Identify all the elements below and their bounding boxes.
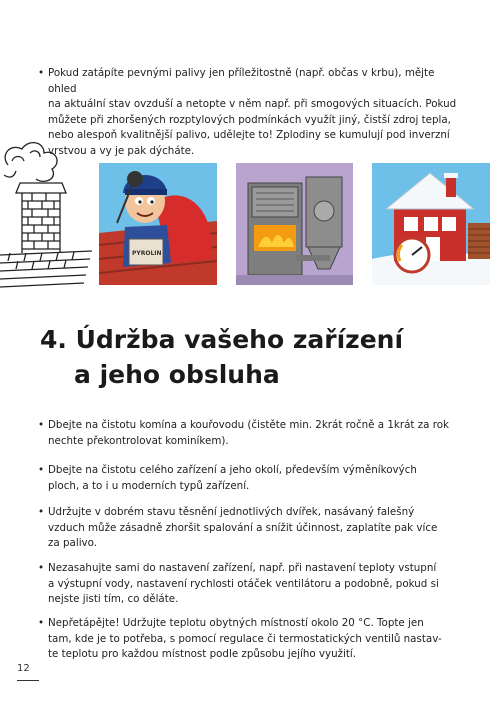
list-item [38, 463, 458, 494]
intro-line: Pokud zatápíte pevnými palivy jen příležitostně (např. občas v krbu), mějte ohled [48, 67, 435, 95]
list-item-line: Nepřetápějte! Udržujte teplotu obytných místností okolo 20 °C. Topte jen [48, 617, 424, 629]
heading-line-2: a jeho obsluha [74, 360, 280, 389]
list-item-line: za palivo. [48, 537, 98, 549]
list-item [38, 418, 458, 449]
intro-line: na aktuální stav ovzduší a netopte v něm např. při smogových situacích. Pokud [48, 98, 457, 110]
list-item [38, 616, 458, 663]
section-heading [40, 322, 403, 392]
boiler-illustration [236, 163, 353, 285]
intro-line: vrstvou a vy je pak dýcháte. [48, 144, 195, 157]
list-item-line: Nezasahujte sami do nastavení zařízení, např. při nastavení teploty vstupní [48, 562, 437, 574]
bullet-dot: • [38, 419, 45, 431]
heading-line-1: 4. Údržba vašeho zařízení [40, 325, 404, 354]
list-item-line: nechte překontrolovat kominíkem). [48, 434, 229, 447]
box-label: PYROLIN [132, 250, 162, 257]
intro-bullet-text [48, 66, 458, 159]
bullet-dot: • [38, 562, 45, 574]
winter-house-illustration [372, 163, 490, 285]
bullet-dot: • [38, 506, 45, 518]
bullet-dot: • [38, 67, 45, 79]
list-item-line: tam, kde je to potřeba, s pomocí regulace či termostatických ventilů nastav- [48, 632, 442, 645]
list-item-line: vzduch může zásadně zhoršit spalování a snížit účinnost, zaplatíte pak více [48, 521, 438, 534]
page-number-underline [17, 680, 39, 681]
intro-line: můžete při zhoršených rozptylových podmínkách využít jiný, čistší zdroj tepla, [48, 113, 451, 126]
page-number: 12 [17, 663, 30, 674]
chimney-sweep-illustration [99, 163, 217, 285]
list-item-line: Dbejte na čistotu celého zařízení a jeho okolí, především výměníkových [48, 464, 417, 476]
list-item-line: te teplotu pro každou místnost podle způsobu jejího využití. [48, 648, 357, 660]
list-item-line: Udržujte v dobrém stavu těsnění jednotlivých dvířek, nasávaný falešný [48, 506, 415, 518]
list-item [38, 561, 458, 608]
bullet-dot: • [38, 464, 45, 476]
intro-line: nebo alespoň kvalitnější palivo, udělejte to! Zplodiny se kumulují pod inverzní [48, 129, 450, 141]
bullet-dot: • [38, 617, 45, 629]
list-item-line: a výstupní vody, nastavení rychlosti otáček ventilátoru a podobně, pokud si [48, 577, 439, 590]
list-item [38, 505, 458, 552]
list-item-line: nejste jisti tím, co děláte. [48, 593, 179, 605]
chimney-sketch-illustration [0, 135, 92, 295]
list-item-line: Dbejte na čistotu komína a kouřovodu (čistěte min. 2krát ročně a 1krát za rok [48, 419, 449, 431]
intro-bullet [38, 66, 458, 159]
list-item-line: ploch, a to i u moderních typů zařízení. [48, 479, 250, 492]
